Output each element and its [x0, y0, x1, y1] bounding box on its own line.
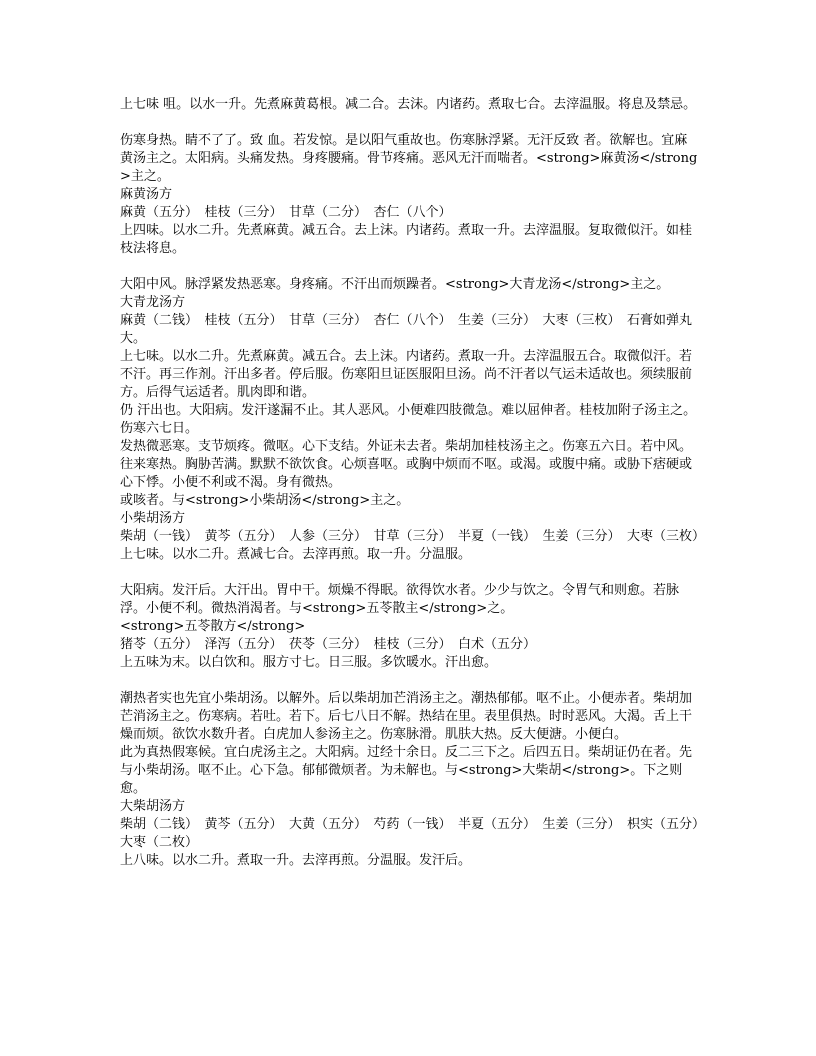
formula-heading: <strong>五苓散方</strong>: [120, 619, 306, 634]
text-line: 仍 汗出也。大阳病。发汗遂漏不止。其人恶风。小便难四肢微急。难以屈伸者。桂枝加附子汤主之。伤寒六七日。: [120, 403, 697, 436]
document-body: [120, 96, 712, 870]
formula-ingredients: 麻黄（二钱） 桂枝（五分） 甘草（三分） 杏仁（八个） 生姜（三分） 大枣（三枚） 石膏如弹丸大。: [120, 313, 693, 346]
text-line: 上七味 咀。以水一升。先煮麻黄葛根。减二合。去沫。内诸药。煮取七合。去滓温服。将息及禁忌。: [120, 97, 697, 112]
formula-heading: 大青龙汤方: [120, 295, 186, 310]
formula-heading: 大柴胡汤方: [120, 799, 186, 814]
text-line: 大阳病。发汗后。大汗出。胃中干。烦燥不得眠。欲得饮水者。少少与饮之。令胃气和则愈。若脉浮。小便不利。微热消渴者。与<strong>五苓散主</strong>之。: [120, 583, 680, 616]
formula-ingredients: 猪苓（五分） 泽泻（五分） 茯苓（三分） 桂枝（三分） 白术（五分）: [120, 637, 537, 652]
formula-ingredients: 柴胡（二钱） 黄芩（五分） 大黄（五分） 芍药（一钱） 半夏（五分） 生姜（三分） 枳实（五分） 大枣（二枚）: [120, 817, 712, 850]
formula-heading: 麻黄汤方: [120, 187, 173, 202]
paragraph-gap: [120, 672, 700, 690]
paragraph-gap: [120, 114, 700, 132]
text-line: 上四味。以水二升。先煮麻黄。减五合。去上沫。内诸药。煮取一升。去滓温服。复取微似汗。如桂枝法将息。: [120, 223, 693, 256]
text-line: 潮热者实也先宜小柴胡汤。以解外。后以柴胡加芒消汤主之。潮热郁郁。呕不止。小便赤者。柴胡加芒消汤主之。伤寒病。若吐。若下。后七八日不解。热结在里。表里俱热。时时恶风。大渴。舌上干燥而烦。欲饮水数升者。白虎加人参汤主之。伤寒脉滑。肌肤大热。反大便溏。小便白。: [120, 691, 693, 742]
formula-ingredients: 麻黄（五分） 桂枝（三分） 甘草（二分） 杏仁（八个）: [120, 205, 452, 220]
text-line: 大阳中风。脉浮紧发热恶寒。身疼痛。不汗出而烦躁者。<strong>大青龙汤</strong>主之。: [120, 277, 670, 292]
text-line: 上七味。以水二升。先煮麻黄。减五合。去上沫。内诸药。煮取一升。去滓温服五合。取微似汗。若不汗。再三作剂。汗出多者。停后服。伤寒阳旦证医服阳旦汤。尚不汗者以气运未适故也。须续服前方。后得气运适者。肌肉即和谐。: [120, 349, 693, 400]
paragraph-gap: [120, 258, 700, 276]
text-line: 或咳者。与<strong>小柴胡汤</strong>主之。: [120, 493, 410, 508]
formula-heading: 小柴胡汤方: [120, 511, 186, 526]
text-line: 发热微恶寒。支节烦疼。微呕。心下支结。外证未去者。柴胡加桂枝汤主之。伤寒五六日。若中风。往来寒热。胸胁苦满。默默不欲饮食。心烦喜呕。或胸中烦而不呕。或渴。或腹中痛。或胁下痞硬或心下悸。小便不利或不渴。身有微热。: [120, 439, 693, 490]
formula-ingredients: 柴胡（一钱） 黄芩（五分） 人参（三分） 甘草（三分） 半夏（一钱） 生姜（三分） 大枣（三枚）: [120, 529, 706, 544]
text-line: 上五味为末。以白饮和。服方寸七。日三服。多饮暖水。汗出愈。: [120, 655, 498, 670]
text-line: 上八味。以水二升。煮取一升。去滓再煎。分温服。发汗后。: [120, 853, 472, 868]
paragraph-gap: [120, 564, 700, 582]
text-line: 伤寒身热。睛不了了。致 血。若发惊。是以阳气重故也。伤寒脉浮紧。无汗反致 者。欲解也。宜麻黄汤主之。太阳病。头痛发热。身疼腰痛。骨节疼痛。恶风无汗而喘者。<strong>麻黄汤</strong>主之。: [120, 133, 698, 184]
text-line: 上七味。以水二升。煮减七合。去滓再煎。取一升。分温服。: [120, 547, 472, 562]
text-line: 此为真热假寒候。宜白虎汤主之。大阳病。过经十余日。反二三下之。后四五日。柴胡证仍在者。先与小柴胡汤。呕不止。心下急。郁郁微烦者。为未解也。与<strong>大柴胡</strong>。下之则愈。: [120, 745, 693, 796]
